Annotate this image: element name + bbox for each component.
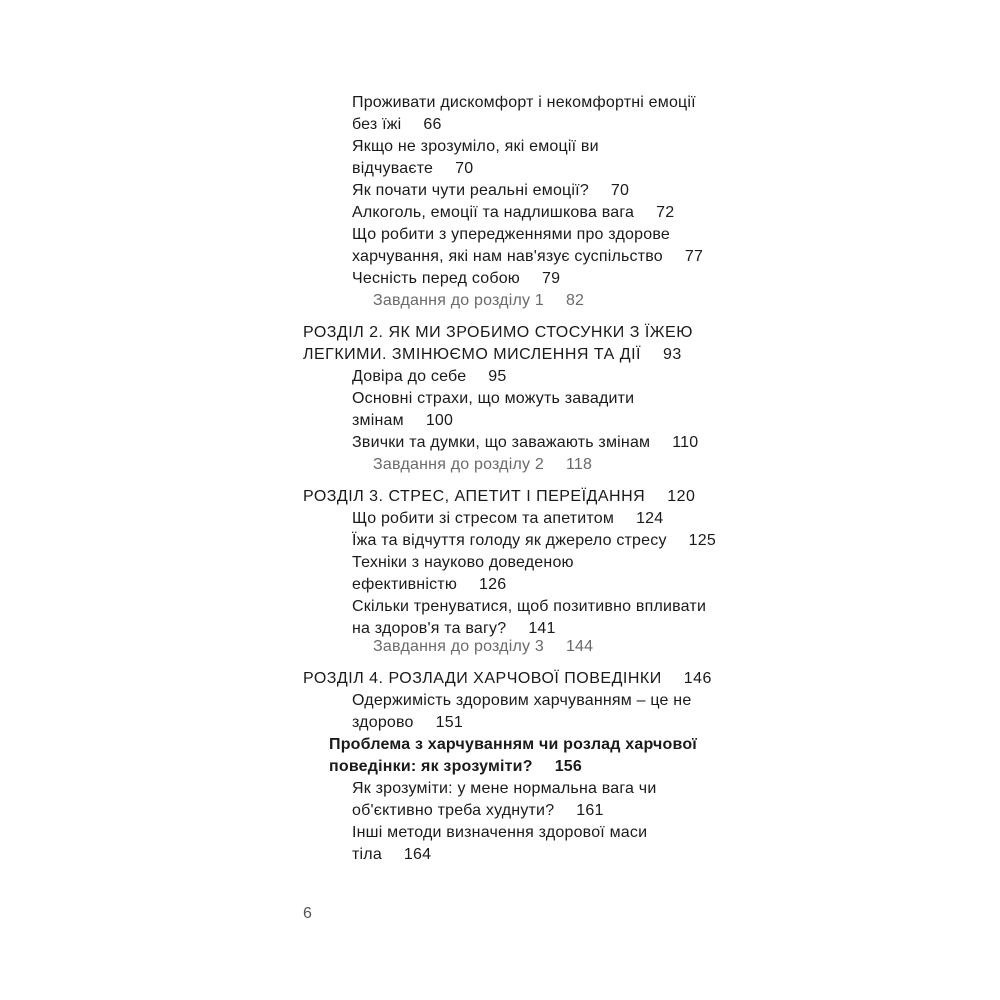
toc-entry-text: Що робити з упередженнями про здорове bbox=[352, 226, 670, 243]
toc-section-title bbox=[303, 669, 712, 689]
toc-section-title-text: РОЗДІЛ 4. РОЗЛАДИ ХАРЧОВОЇ ПОВЕДІНКИ bbox=[303, 670, 662, 687]
toc-bold-entry-line bbox=[329, 757, 582, 777]
toc-page-number: 72 bbox=[656, 204, 675, 221]
toc-page-number: 164 bbox=[403, 846, 432, 863]
toc-page-number: 79 bbox=[542, 270, 561, 287]
toc-entry-line bbox=[352, 713, 463, 733]
toc-entry-text: Що робити зі стресом та апетитом bbox=[352, 510, 615, 527]
toc-entry-text: Одержимість здоровим харчуванням – це не bbox=[352, 692, 692, 709]
toc-entry-line bbox=[352, 115, 442, 135]
toc-entry-text: поведінки: як зрозуміти? bbox=[329, 758, 533, 775]
toc-entry-line bbox=[352, 247, 703, 267]
toc-entry-line bbox=[352, 597, 706, 617]
toc-entry-text: Якщо не зрозуміло, які емоції ви bbox=[352, 138, 599, 155]
page-number: 6 bbox=[303, 905, 312, 922]
toc-page-number: 144 bbox=[565, 638, 594, 655]
toc-entry-line bbox=[352, 531, 716, 551]
toc-entry-line bbox=[352, 203, 674, 223]
toc-page-number: 151 bbox=[435, 714, 463, 731]
toc-page-number: 161 bbox=[576, 802, 604, 819]
toc-entry-text: Основні страхи, що можуть завадити bbox=[352, 390, 635, 407]
toc-page-number: 110 bbox=[672, 434, 699, 451]
toc-task-line bbox=[373, 291, 584, 311]
toc-entry-line bbox=[352, 509, 663, 529]
toc-page-number: 70 bbox=[610, 182, 630, 199]
toc-entry-line bbox=[352, 433, 698, 453]
toc-task-text: Завдання до розділу 3 bbox=[373, 638, 544, 655]
toc-section-title-text: РОЗДІЛ 3. СТРЕС, АПЕТИТ І ПЕРЕЇДАННЯ bbox=[303, 488, 646, 505]
toc-task-text: Завдання до розділу 1 bbox=[373, 292, 544, 309]
toc-page-number: 77 bbox=[684, 248, 704, 265]
toc-entry-text: Проблема з харчуванням чи розлад харчової bbox=[329, 736, 698, 753]
toc-page-number: 120 bbox=[667, 488, 696, 505]
toc-entry-text: відчуваєте bbox=[352, 160, 434, 177]
toc-task-line bbox=[373, 637, 593, 657]
toc-bold-entry-line bbox=[329, 735, 697, 755]
toc-page-number: 156 bbox=[554, 758, 582, 775]
toc-task-text: Завдання до розділу 2 bbox=[373, 456, 544, 473]
toc-entry-line bbox=[352, 575, 506, 595]
toc-entry-text: тіла bbox=[352, 846, 382, 863]
toc-entry-line bbox=[352, 181, 629, 201]
toc-page-number: 95 bbox=[488, 368, 507, 385]
toc-entry-text: Чесність перед собою bbox=[352, 270, 520, 287]
toc-entry-line bbox=[352, 619, 556, 639]
toc-page-number: 125 bbox=[688, 532, 716, 549]
toc-entry-text: Їжа та відчуття голоду як джерело стресу bbox=[352, 532, 667, 549]
toc-page-number: 141 bbox=[528, 620, 556, 637]
toc-entry-line bbox=[352, 93, 696, 113]
toc-page-number: 66 bbox=[423, 116, 442, 133]
toc-entry-text: Техніки з науково доведеною bbox=[352, 554, 574, 571]
toc-entry-text: Як зрозуміти: у мене нормальна вага чи bbox=[352, 780, 657, 797]
toc-section-title-text: ЛЕГКИМИ. ЗМІНЮЄМО МИСЛЕННЯ ТА ДІЇ bbox=[303, 346, 641, 363]
toc-section-title bbox=[303, 323, 693, 343]
toc-page-number: 126 bbox=[479, 576, 507, 593]
toc-section-title-text: РОЗДІЛ 2. ЯК МИ ЗРОБИМО СТОСУНКИ З ЇЖЕЮ bbox=[303, 324, 693, 341]
toc-entry-text: Довіра до себе bbox=[352, 368, 467, 385]
toc-entry-text: здорово bbox=[352, 714, 414, 731]
toc-page-number: 93 bbox=[662, 346, 682, 363]
toc-entry-line bbox=[352, 225, 670, 245]
toc-entry-line bbox=[352, 159, 473, 179]
toc-page-number: 70 bbox=[455, 160, 474, 177]
toc-page-number: 146 bbox=[683, 670, 712, 687]
toc-entry-text: Алкоголь, емоції та надлишкова вага bbox=[352, 204, 635, 221]
toc-entry-text: змінам bbox=[352, 412, 404, 429]
toc-page-number: 124 bbox=[636, 510, 664, 527]
toc-task-line bbox=[373, 455, 592, 475]
toc-entry-line bbox=[352, 823, 647, 843]
toc-page-number: 82 bbox=[565, 292, 585, 309]
toc-entry-line bbox=[352, 553, 574, 573]
toc-entry-line bbox=[352, 269, 560, 289]
toc-section-title bbox=[303, 487, 695, 507]
toc-page-number: 118 bbox=[565, 456, 593, 473]
toc-entry-text: Як почати чути реальні емоції? bbox=[352, 182, 589, 199]
toc-entry-text: Звички та думки, що заважають змінам bbox=[352, 434, 651, 451]
toc-entry-text: Інші методи визначення здорової маси bbox=[352, 824, 648, 841]
toc-entry-line bbox=[352, 411, 453, 431]
toc-entry-text: Проживати дискомфорт і некомфортні емоції bbox=[352, 94, 696, 111]
toc-entry-line bbox=[352, 137, 599, 157]
toc-entry-text: без їжі bbox=[352, 116, 402, 133]
toc-entry-text: харчування, які нам нав'язує суспільство bbox=[352, 248, 663, 265]
toc-entry-line bbox=[352, 845, 431, 865]
toc-entry-text: ефективністю bbox=[352, 576, 458, 593]
toc-entry-line bbox=[352, 801, 604, 821]
toc-entry-line bbox=[352, 779, 656, 799]
toc-entry-text: Скільки тренуватися, щоб позитивно впливати bbox=[352, 598, 707, 615]
toc-entry-line bbox=[352, 389, 634, 409]
toc-section-title bbox=[303, 345, 682, 365]
toc-entry-text: об'єктивно треба худнути? bbox=[352, 802, 555, 819]
toc-entry-line bbox=[352, 367, 507, 387]
toc-entry-line bbox=[352, 691, 691, 711]
toc-entry-text: на здоров'я та вагу? bbox=[352, 620, 507, 637]
toc-page-number: 100 bbox=[425, 412, 454, 429]
